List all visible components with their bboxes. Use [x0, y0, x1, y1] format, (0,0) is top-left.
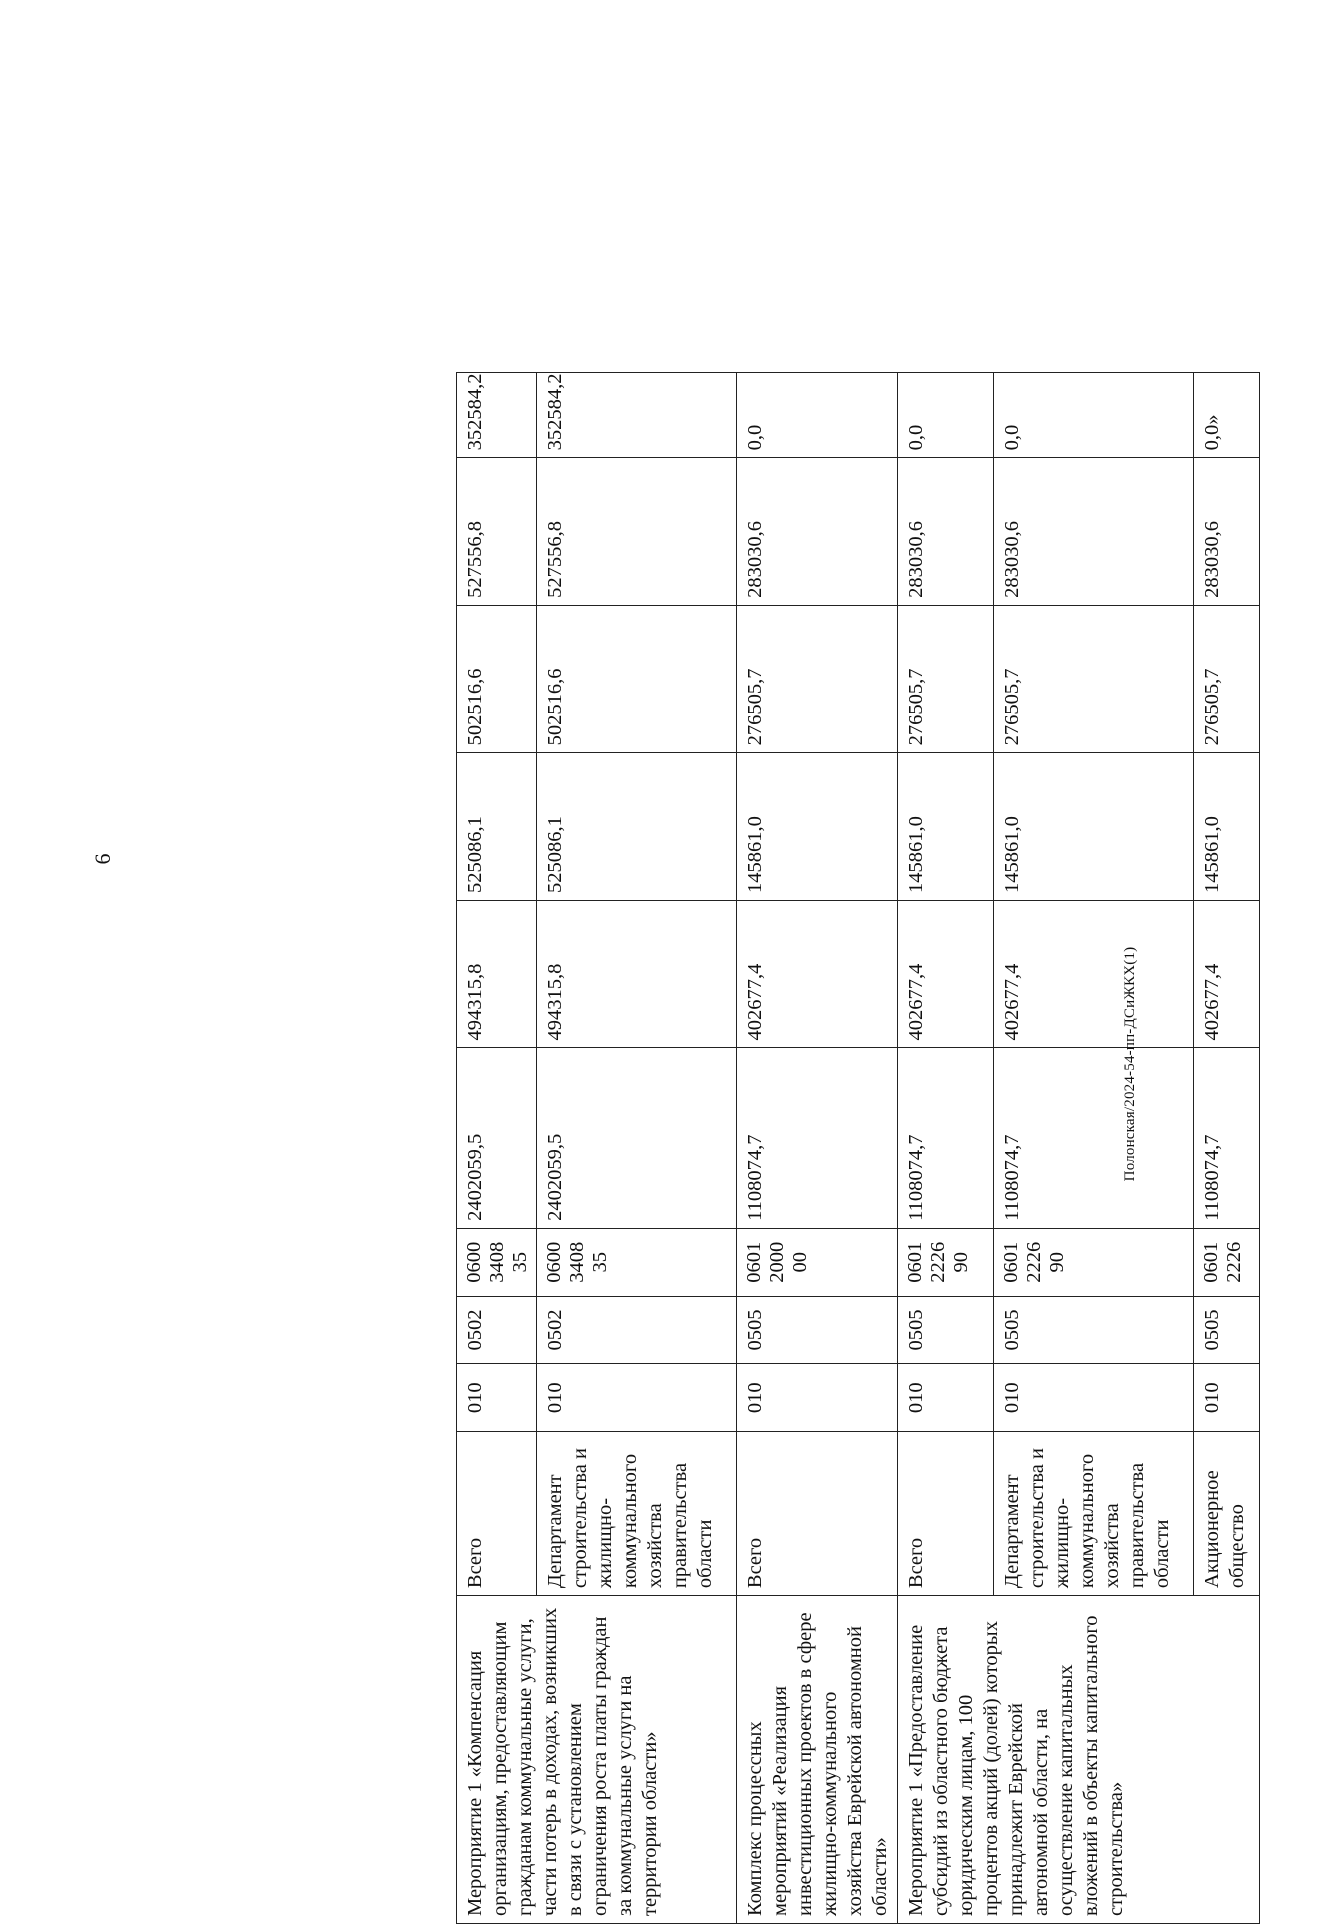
- grbs-cell: 010: [994, 1364, 1194, 1432]
- year2-cell: 145861,0: [737, 753, 898, 901]
- year1-cell: 402677,4: [994, 900, 1194, 1048]
- executor-cell: Департамент строительства и жилищно-коммунального хозяйства правительства области: [537, 1432, 737, 1596]
- table-row: [457, 373, 537, 1924]
- year4-cell: 283030,6: [1194, 458, 1260, 606]
- year2-cell: 145861,0: [1194, 753, 1260, 901]
- event-name-cell: Мероприятие 1 «Компенсация организациям, предоставляющим гражданам коммунальные услуги, части потерь в доходах, возникших в связи с установлением ограничения роста платы граждан за коммунальные услуги на территории области»: [457, 1596, 737, 1924]
- year1-cell: 402677,4: [737, 900, 898, 1048]
- year5-cell: 0,0: [994, 373, 1194, 458]
- rzpr-cell: 0505: [898, 1296, 994, 1364]
- year2-cell: 145861,0: [898, 753, 994, 901]
- year4-cell: 527556,8: [537, 458, 737, 606]
- year5-cell: 0,0: [737, 373, 898, 458]
- year3-cell: 502516,6: [537, 605, 737, 753]
- year2-cell: 145861,0: [994, 753, 1194, 901]
- event-name-cell: Мероприятие 1 «Предоставление субсидий из областного бюджета юридическим лицам, 100 процентов акций (долей) которых принадлежит Еврейской автономной области, на осуществление капитальных вложений в объекты капитального строительства»: [898, 1596, 1260, 1924]
- year5-cell: 0,0: [898, 373, 994, 458]
- total-cell: 2402059,5: [537, 1048, 737, 1228]
- year5-cell: 352584,2: [537, 373, 737, 458]
- year5-cell: 352584,2: [457, 373, 537, 458]
- grbs-cell: 010: [457, 1364, 537, 1432]
- year3-cell: 502516,6: [457, 605, 537, 753]
- event-name-cell: Комплекс процессных мероприятий «Реализация инвестиционных проектов в сфере жилищно-коммунального хозяйства Еврейской автономной области»: [737, 1596, 898, 1924]
- year4-cell: 527556,8: [457, 458, 537, 606]
- document-footer-reference: Полонская/2024-54-пп-ДСиЖКХ(1): [1122, 946, 1138, 1182]
- total-cell: 1108074,7: [1194, 1048, 1260, 1228]
- year2-cell: 525086,1: [457, 753, 537, 901]
- csr-cell: 0600 3408 35: [537, 1228, 737, 1296]
- executor-cell: Всего: [457, 1432, 537, 1596]
- csr-cell: 0601 2000 00: [737, 1228, 898, 1296]
- grbs-cell: 010: [898, 1364, 994, 1432]
- year4-cell: 283030,6: [994, 458, 1194, 606]
- year3-cell: 276505,7: [1194, 605, 1260, 753]
- csr-cell: 0601 2226: [1194, 1228, 1260, 1296]
- csr-cell: 0601 2226 90: [898, 1228, 994, 1296]
- year5-cell: 0,0»: [1194, 373, 1260, 458]
- executor-cell: Акционерное общество: [1194, 1432, 1260, 1596]
- rzpr-cell: 0505: [994, 1296, 1194, 1364]
- page-number: 6: [90, 853, 115, 865]
- rzpr-cell: 0502: [457, 1296, 537, 1364]
- csr-cell: 0601 2226 90: [994, 1228, 1194, 1296]
- table-row: [898, 373, 994, 1924]
- executor-cell: Всего: [737, 1432, 898, 1596]
- grbs-cell: 010: [537, 1364, 737, 1432]
- year3-cell: 276505,7: [898, 605, 994, 753]
- total-cell: 1108074,7: [898, 1048, 994, 1228]
- year1-cell: 402677,4: [898, 900, 994, 1048]
- table-row: [737, 373, 898, 1924]
- total-cell: 1108074,7: [737, 1048, 898, 1228]
- year2-cell: 525086,1: [537, 753, 737, 901]
- rzpr-cell: 0505: [1194, 1296, 1260, 1364]
- year3-cell: 276505,7: [994, 605, 1194, 753]
- grbs-cell: 010: [1194, 1364, 1260, 1432]
- year1-cell: 494315,8: [537, 900, 737, 1048]
- budget-table-rotated: [456, 372, 1332, 1924]
- executor-cell: Всего: [898, 1432, 994, 1596]
- grbs-cell: 010: [737, 1364, 898, 1432]
- year1-cell: 402677,4: [1194, 900, 1260, 1048]
- rzpr-cell: 0505: [737, 1296, 898, 1364]
- year4-cell: 283030,6: [737, 458, 898, 606]
- total-cell: 2402059,5: [457, 1048, 537, 1228]
- year1-cell: 494315,8: [457, 900, 537, 1048]
- csr-cell: 0600 3408 35: [457, 1228, 537, 1296]
- rzpr-cell: 0502: [537, 1296, 737, 1364]
- year3-cell: 276505,7: [737, 605, 898, 753]
- total-cell: 1108074,7: [994, 1048, 1194, 1228]
- executor-cell: Департамент строительства и жилищно-коммунального хозяйства правительства области: [994, 1432, 1194, 1596]
- year4-cell: 283030,6: [898, 458, 994, 606]
